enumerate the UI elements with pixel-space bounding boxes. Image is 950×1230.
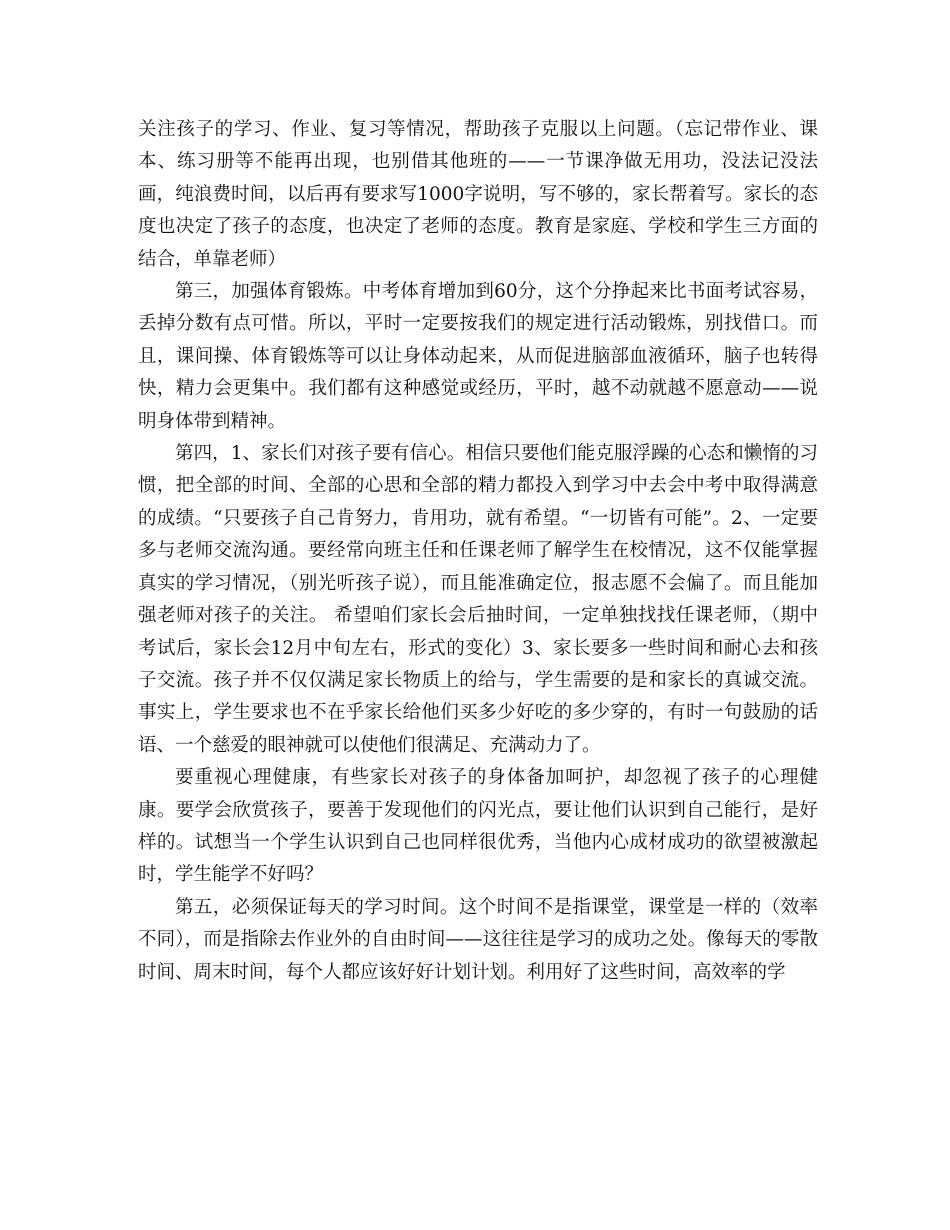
paragraph-mental-health: 要重视心理健康，有些家长对孩子的身体备加呵护，却忽视了孩子的心理健康。要学会欣赏孩子，要善于发现他们的闪光点，要让他们认识到自己能行，是好样的。试想当一个学生认识到自己也同样很优秀，当他内心成材成功的欲望被激起时，学生能学不好吗？ xyxy=(138,767,818,886)
paragraph-fifth-study-time: 第五，必须保证每天的学习时间。这个时间不是指课堂，课堂是一样的（效率不同），而是指除去作业外的自由时间——这往往是学习的成功之处。像每天的零散时间、周末时间，每个人都应该好好计划计划。利用好了这些时间，高效率的学 xyxy=(138,896,818,983)
paragraph-fourth-parent-confidence: 第四，1、家长们对孩子要有信心。相信只要他们能克服浮躁的心态和懒惰的习惯，把全部的时间、全部的心思和全部的精力都投入到学习中去会中考中取得满意的成绩。“只要孩子自己肯努力，肯用功，就有希望。“一切皆有可能”。2、一定要多与老师交流沟通。要经常向班主任和任课老师了解学生在校情况，这不仅能掌握真实的学习情况，（别光听孩子说），而且能准确定位，报志愿不会偏了。而且能加强老师对孩子的关注。 希望咱们家长会后抽时间，一定单独找找任课老师，（期中考试后，家长会12月中旬左右，形式的变化）3、家长要多一些时间和耐心去和孩子交流。孩子并不仅仅满足家长物质上的给与，学生需要的是和家长的真诚交流。事实上，学生要求也不在乎家长给他们买多少好吃的多少穿的，有时一句鼓励的话语、一个慈爱的眼神就可以使他们很满足、充满动力了。 xyxy=(138,443,818,756)
paragraph-homework-supervision: 关注孩子的学习、作业、复习等情况，帮助孩子克服以上问题。（忘记带作业、课本、练习册等不能再出现，也别借其他班的——一节课净做无用功，没法记没法画，纯浪费时间，以后再有要求写1000字说明，写不够的，家长帮着写。家长的态度也决定了孩子的态度，也决定了老师的态度。教育是家庭、学校和学生三方面的结合，单靠老师） xyxy=(138,119,818,270)
paragraph-third-physical-exercise: 第三，加强体育锻炼。中考体育增加到60分，这个分挣起来比书面考试容易，丢掉分数有点可惜。所以，平时一定要按我们的规定进行活动锻炼，别找借口。而且，课间操、体育锻炼等可以让身体动起来，从而促进脑部血液循环，脑子也转得快，精力会更集中。我们都有这种感觉或经历，平时，越不动就越不愿意动——说明身体带到精神。 xyxy=(138,281,818,432)
document-body xyxy=(138,114,818,989)
